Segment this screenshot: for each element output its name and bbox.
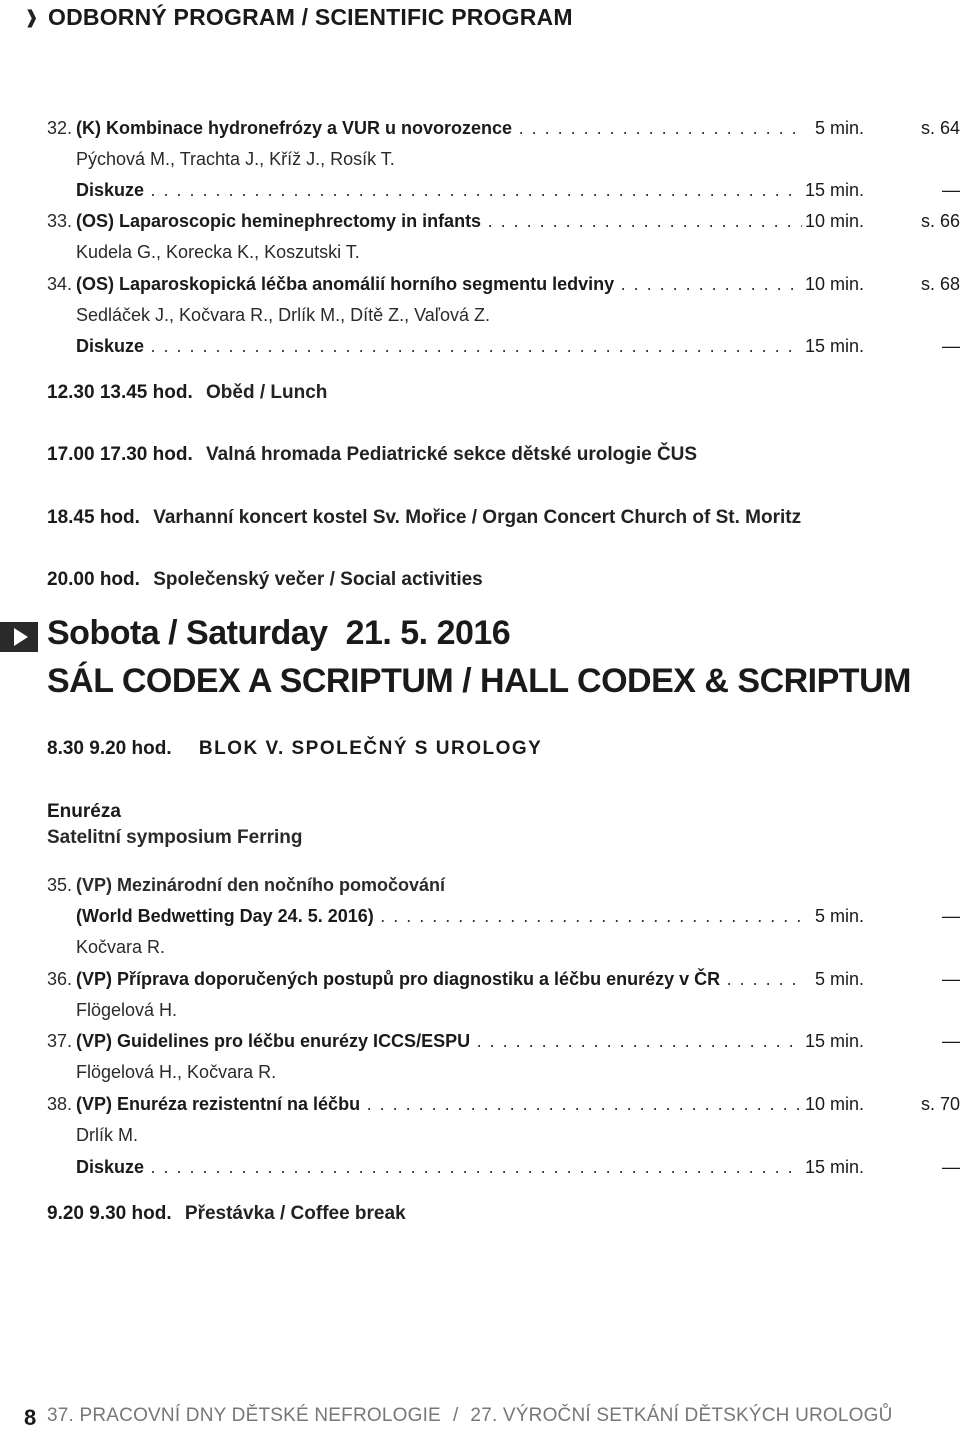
schedule-assembly	[47, 440, 697, 470]
discussion-line	[76, 1152, 802, 1182]
schedule-label: Oběd / Lunch	[206, 382, 328, 403]
program-item-34	[0, 269, 960, 299]
schedule-time: 12.30 13.45 hod.	[47, 382, 193, 403]
item-duration: 15 min.	[804, 180, 864, 200]
footer-right: 27. VÝROČNÍ SETKÁNÍ DĚTSKÝCH UROLOGŮ	[470, 1405, 893, 1426]
item-authors: Flögelová H.	[76, 1000, 178, 1020]
page-number: 8	[24, 1405, 37, 1430]
item-title-line	[76, 964, 802, 994]
section-subtitle: Satelitní symposium Ferring	[47, 827, 303, 848]
item-number: 38.	[47, 1094, 73, 1114]
schedule-time: 9.20 9.30 hod.	[47, 1203, 172, 1224]
schedule-time: 18.45 hod.	[47, 507, 140, 528]
footer-text	[47, 1405, 893, 1427]
item-title: (OS) Laparoscopic heminephrectomy in infants	[76, 211, 482, 231]
schedule-label: Varhanní koncert kostel Sv. Mořice / Organ Concert Church of St. Moritz	[153, 507, 802, 528]
item-number: 32.	[47, 118, 73, 138]
item-authors: Flögelová H., Kočvara R.	[76, 1062, 277, 1082]
day-name: Sobota / Saturday	[47, 614, 328, 652]
item-authors-row	[0, 144, 960, 174]
item-authors-row	[0, 237, 960, 267]
item-page: —	[942, 969, 960, 989]
program-item-38	[0, 1089, 960, 1119]
item-page: s. 66	[920, 211, 960, 231]
item-authors: Sedláček J., Kočvara R., Drlík M., Dítě Z., Vaľová Z.	[76, 305, 491, 325]
item-authors-row	[0, 995, 960, 1025]
discussion-row	[0, 175, 960, 205]
item-authors-row	[0, 300, 960, 330]
item-number: 36.	[47, 969, 73, 989]
hall-heading: SÁL CODEX A SCRIPTUM / HALL CODEX & SCRIPTUM	[47, 662, 911, 700]
section-title: Enuréza	[47, 801, 121, 822]
item-title: (VP) Guidelines pro léčbu enurézy ICCS/ESPU	[76, 1031, 471, 1051]
schedule-time: 17.00 17.30 hod.	[47, 444, 193, 465]
item-title: (VP) Enuréza rezistentní na léčbu	[76, 1094, 361, 1114]
item-page: —	[942, 906, 960, 926]
item-authors-row	[0, 932, 960, 962]
item-duration: 15 min.	[804, 1157, 864, 1177]
item-title-line	[76, 901, 802, 931]
day-date: 21. 5. 2016	[345, 614, 511, 652]
block-title: BLOK V. SPOLEČNÝ S UROLOGY	[198, 738, 543, 759]
item-title: (VP) Příprava doporučených postupů pro diagnostiku a léčbu enurézy v ČR	[76, 969, 721, 989]
item-page: s. 68	[920, 274, 960, 294]
item-duration: 15 min.	[804, 336, 864, 356]
page-header	[0, 0, 960, 34]
discussion-row	[0, 1152, 960, 1182]
item-page: —	[942, 1157, 960, 1177]
schedule-label: Valná hromada Pediatrické sekce dětské urologie ČUS	[206, 444, 698, 465]
item-title: (VP) Mezinárodní den nočního pomočování	[76, 875, 446, 895]
item-page: —	[942, 180, 960, 200]
schedule-concert	[47, 503, 801, 533]
item-authors: Pýchová M., Trachta J., Kříž J., Rosík T.	[76, 149, 395, 169]
block-time: 8.30 9.20 hod.	[47, 738, 172, 759]
page-title: ODBORNÝ PROGRAM / SCIENTIFIC PROGRAM	[48, 3, 573, 30]
discussion-row	[0, 331, 960, 361]
item-duration: 10 min.	[804, 1094, 864, 1114]
item-number: 34.	[47, 274, 73, 294]
item-title-line	[76, 206, 802, 236]
item-duration: 5 min.	[814, 969, 864, 989]
program-item-36	[0, 964, 960, 994]
item-page: s. 70	[920, 1094, 960, 1114]
play-icon	[0, 622, 38, 652]
item-page: s. 64	[920, 118, 960, 138]
item-title-line	[76, 269, 802, 299]
item-title-line	[76, 1089, 802, 1119]
chevron-right-icon: ❱	[24, 6, 40, 27]
schedule-label: Společenský večer / Social activities	[153, 569, 483, 590]
discussion-line	[76, 331, 802, 361]
discussion-line	[76, 175, 802, 205]
item-authors: Kudela G., Korecka K., Koszutski T.	[76, 242, 360, 262]
discussion-label: Diskuze	[76, 336, 145, 356]
item-duration: 5 min.	[814, 118, 864, 138]
program-item-32	[0, 113, 960, 143]
item-authors: Kočvara R.	[76, 937, 166, 957]
discussion-label: Diskuze	[76, 1157, 145, 1177]
block-heading	[47, 734, 542, 764]
footer-left: 37. PRACOVNÍ DNY DĚTSKÉ NEFROLOGIE	[47, 1405, 441, 1426]
item-authors-row	[0, 1057, 960, 1087]
day-heading	[47, 614, 510, 653]
program-item-35	[0, 870, 960, 900]
discussion-label: Diskuze	[76, 180, 145, 200]
item-title-line	[76, 1026, 802, 1056]
page-footer	[0, 1405, 960, 1439]
item-title: (OS) Laparoskopická léčba anomálií horního segmentu ledviny	[76, 274, 615, 294]
item-duration: 5 min.	[814, 906, 864, 926]
program-item-33	[0, 206, 960, 236]
schedule-social	[47, 565, 483, 595]
item-duration: 10 min.	[804, 274, 864, 294]
schedule-break	[47, 1199, 406, 1229]
item-duration: 15 min.	[804, 1031, 864, 1051]
item-authors: Drlík M.	[76, 1125, 138, 1145]
program-item-37	[0, 1026, 960, 1056]
item-title-line	[76, 113, 802, 143]
item-title: (K) Kombinace hydronefrózy a VUR u novorozence	[76, 118, 513, 138]
item-number: 37.	[47, 1031, 73, 1051]
program-item-35-cont	[0, 901, 960, 931]
schedule-time: 20.00 hod.	[47, 569, 140, 590]
schedule-label: Přestávka / Coffee break	[184, 1203, 406, 1224]
footer-separator: /	[452, 1405, 459, 1426]
item-page: —	[942, 336, 960, 356]
item-number: 33.	[47, 211, 73, 231]
item-authors-row	[0, 1120, 960, 1150]
schedule-lunch	[47, 378, 327, 408]
item-duration: 10 min.	[804, 211, 864, 231]
item-number: 35.	[47, 875, 73, 895]
item-title-cont: (World Bedwetting Day 24. 5. 2016)	[76, 906, 374, 926]
item-page: —	[942, 1031, 960, 1051]
